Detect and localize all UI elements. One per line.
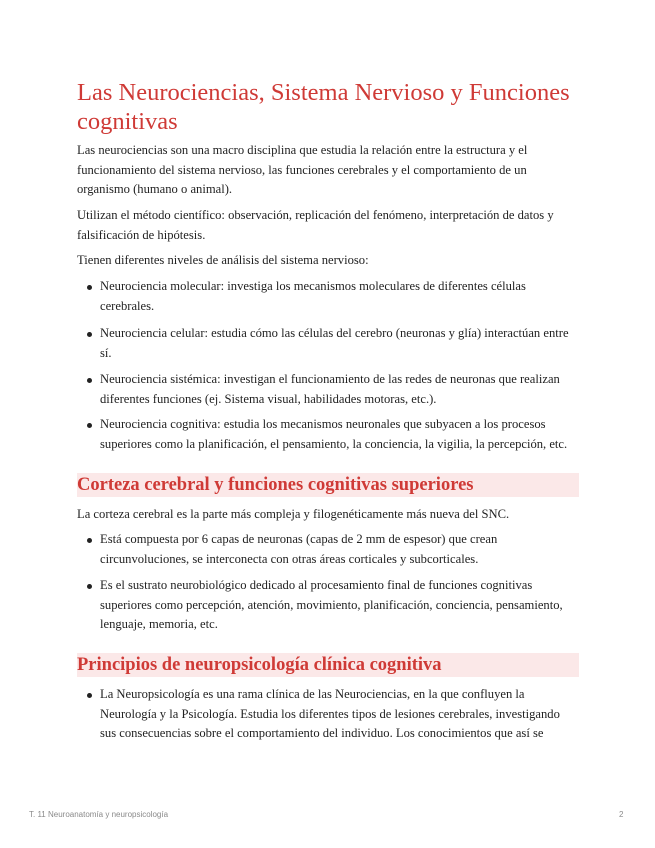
footer-page-number: 2 — [619, 810, 624, 819]
section1-paragraph: La corteza cerebral es la parte más compleja y filogenéticamente más nueva del SNC. — [77, 507, 510, 521]
bullet-icon — [87, 538, 92, 543]
bullet-icon — [87, 332, 92, 337]
section-heading-neuropsicologia: Principios de neuropsicología clínica cognitiva — [77, 653, 579, 677]
page-title: Las Neurociencias, Sistema Nervioso y Funciones cognitivas — [77, 79, 570, 135]
bullet-icon — [87, 584, 92, 589]
intro-paragraph-3: Tienen diferentes niveles de análisis del sistema nervioso: — [77, 253, 369, 267]
bullet-icon — [87, 693, 92, 698]
intro-paragraph-2: Utilizan el método científico: observación, replicación del fenómeno, interpretación de datos y falsificación de hipótesis. — [77, 208, 554, 242]
section-heading-corteza: Corteza cerebral y funciones cognitivas superiores — [77, 473, 579, 497]
bullet-icon — [87, 285, 92, 290]
bullet-icon — [87, 423, 92, 428]
intro-paragraph-1: Las neurociencias son una macro disciplina que estudia la relación entre la estructura y el funcionamiento del sistema nervioso, las funciones cerebrales y el comportamiento de un organismo (humano o animal). — [77, 143, 528, 196]
bullet-icon — [87, 378, 92, 383]
footer-chapter-label: T. 11 Neuroanatomía y neuropsicología — [29, 810, 169, 819]
